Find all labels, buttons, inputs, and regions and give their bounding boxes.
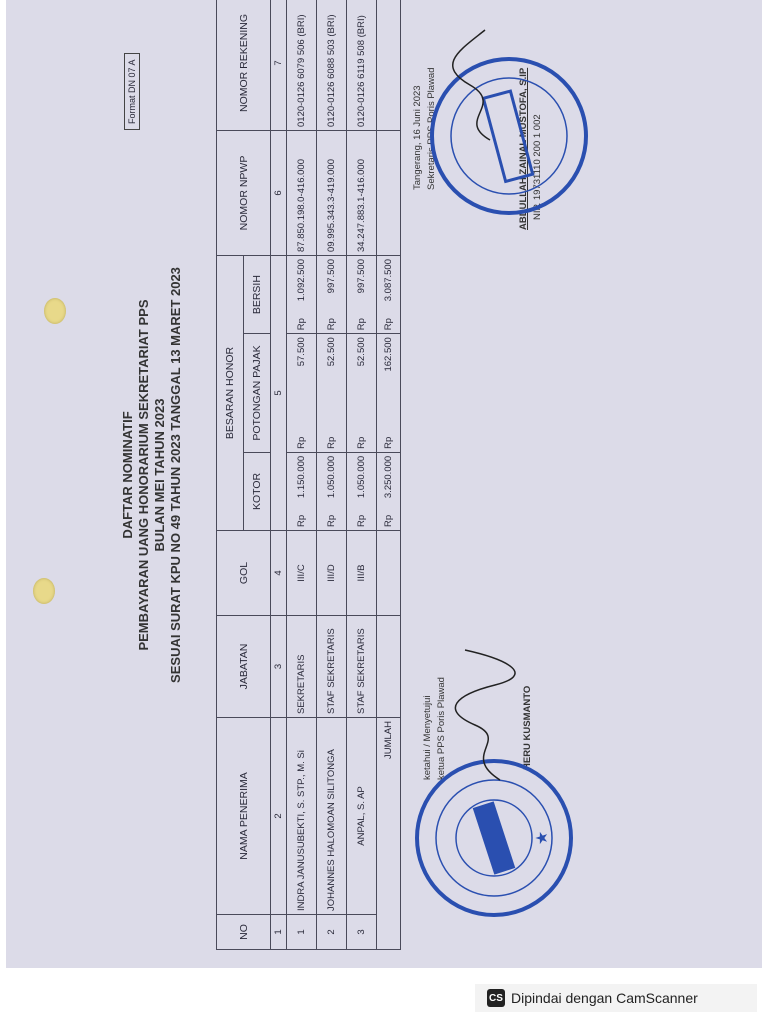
cell-rp: Rp — [287, 312, 317, 334]
cell-rp: Rp — [317, 415, 347, 452]
total-rp: Rp — [377, 509, 401, 531]
cell-potongan: 52.500 — [317, 334, 347, 415]
cell-rp: Rp — [287, 415, 317, 452]
svg-text:★: ★ — [534, 830, 551, 846]
header-jabatan: JABATAN — [217, 616, 271, 718]
cell-bersih: 997.500 — [317, 256, 347, 313]
camscanner-footer — [475, 984, 757, 1012]
header-potongan: POTONGAN PAJAK — [244, 334, 271, 453]
right-signature — [450, 25, 510, 145]
cell-jabatan: STAF SEKRETARIS — [317, 616, 347, 718]
cell-no: 2 — [317, 915, 347, 950]
cell-rp: Rp — [317, 509, 347, 531]
doc-title-line3: BULAN MEI TAHUN 2023 — [152, 398, 167, 552]
format-label: Format DN 07 A — [124, 53, 140, 130]
total-empty — [377, 531, 401, 616]
cell-kotor: 1.050.000 — [347, 452, 377, 509]
cell-npwp: 09.995.343.3-419.000 — [317, 131, 347, 256]
cell-no: 3 — [347, 915, 377, 950]
cell-rp: Rp — [347, 509, 377, 531]
cell-nama: JOHANNES HALOMOAN SILITONGA — [317, 718, 347, 915]
left-signature — [450, 645, 520, 785]
right-sign-name: ABDULLAH ZAINAL MUSTOFA, S.IP — [518, 67, 529, 230]
right-sign-nip: NIP. 19731110 200 1 002 — [532, 114, 543, 220]
cell-nama: ANPAL, S. AP — [347, 718, 377, 915]
right-sign-date: Tangerang, 16 Juni 2023 — [412, 85, 423, 190]
cell-rekening: 0120-0126 6079 506 (BRI) — [287, 0, 317, 131]
cell-bersih: 997.500 — [347, 256, 377, 313]
nominative-table — [216, 0, 401, 950]
cell-npwp: 87.850.198.0-416.000 — [287, 131, 317, 256]
col-number: 7 — [271, 0, 287, 131]
table-row — [317, 0, 347, 950]
col-number: 6 — [271, 131, 287, 256]
header-bersih: BERSIH — [244, 256, 271, 334]
table-row — [347, 0, 377, 950]
table-total-row — [377, 0, 401, 950]
header-rekening: NOMOR REKENING — [217, 0, 271, 131]
doc-title-line2: PEMBAYARAN UANG HONORARIUM SEKRETARIAT PPS — [136, 299, 151, 651]
cell-rp: Rp — [287, 509, 317, 531]
total-potongan: 162.500 — [377, 334, 401, 415]
cell-potongan: 57.500 — [287, 334, 317, 415]
cell-jabatan: STAF SEKRETARIS — [347, 616, 377, 718]
cell-npwp: 34.247.883.1-416.000 — [347, 131, 377, 256]
cell-gol: III/C — [287, 531, 317, 616]
cell-rekening: 0120-0126 6119 508 (BRI) — [347, 0, 377, 131]
cell-nama: INDRA JANUSUBEKTI, S. STP., M. Si — [287, 718, 317, 915]
header-besaran: BESARAN HONOR — [217, 256, 244, 531]
left-sign-line2: ketua PPS Poris Plawad — [436, 677, 447, 780]
camscanner-text: Dipindai dengan CamScanner — [511, 990, 698, 1006]
right-sign-role: Sekretaris PPS Poris Plawad — [426, 67, 437, 190]
cell-bersih: 1.092.500 — [287, 256, 317, 313]
header-no: NO — [217, 915, 271, 950]
cell-gol: III/D — [317, 531, 347, 616]
header-npwp: NOMOR NPWP — [217, 131, 271, 256]
left-stamp-seal — [419, 763, 569, 913]
left-sign-name: HERU KUSMANTO — [522, 685, 533, 770]
doc-title-line4: SESUAI SURAT KPU NO 49 TAHUN 2023 TANGGAL 13 MARET 2023 — [168, 267, 183, 683]
header-kotor: KOTOR — [244, 452, 271, 530]
doc-title-line1: DAFTAR NOMINATIF — [120, 411, 135, 539]
col-number: 2 — [271, 718, 287, 915]
cell-rp: Rp — [347, 312, 377, 334]
total-kotor: 3.250.000 — [377, 452, 401, 509]
header-nama: NAMA PENERIMA — [217, 718, 271, 915]
total-empty — [377, 131, 401, 256]
col-number: 3 — [271, 616, 287, 718]
total-label: JUMLAH — [377, 718, 401, 950]
cell-potongan: 52.500 — [347, 334, 377, 415]
header-gol: GOL — [217, 531, 271, 616]
total-rp: Rp — [377, 415, 401, 452]
camscanner-logo-icon: CS — [487, 989, 505, 1007]
cell-kotor: 1.150.000 — [287, 452, 317, 509]
cell-jabatan: SEKRETARIS — [287, 616, 317, 718]
total-bersih: 3.087.500 — [377, 256, 401, 313]
col-number: 4 — [271, 531, 287, 616]
col-number: 5 — [271, 256, 287, 531]
total-rp: Rp — [377, 312, 401, 334]
total-empty — [377, 616, 401, 718]
cell-kotor: 1.050.000 — [317, 452, 347, 509]
total-empty — [377, 0, 401, 131]
cell-rekening: 0120-0126 6088 503 (BRI) — [317, 0, 347, 131]
cell-no: 1 — [287, 915, 317, 950]
left-sign-line1: ketahui / Menyetujui — [422, 695, 433, 780]
cell-rp: Rp — [317, 312, 347, 334]
rotated-document — [10, 0, 750, 975]
cell-gol: III/B — [347, 531, 377, 616]
col-number: 1 — [271, 915, 287, 950]
cell-rp: Rp — [347, 415, 377, 452]
table-row — [287, 0, 317, 950]
